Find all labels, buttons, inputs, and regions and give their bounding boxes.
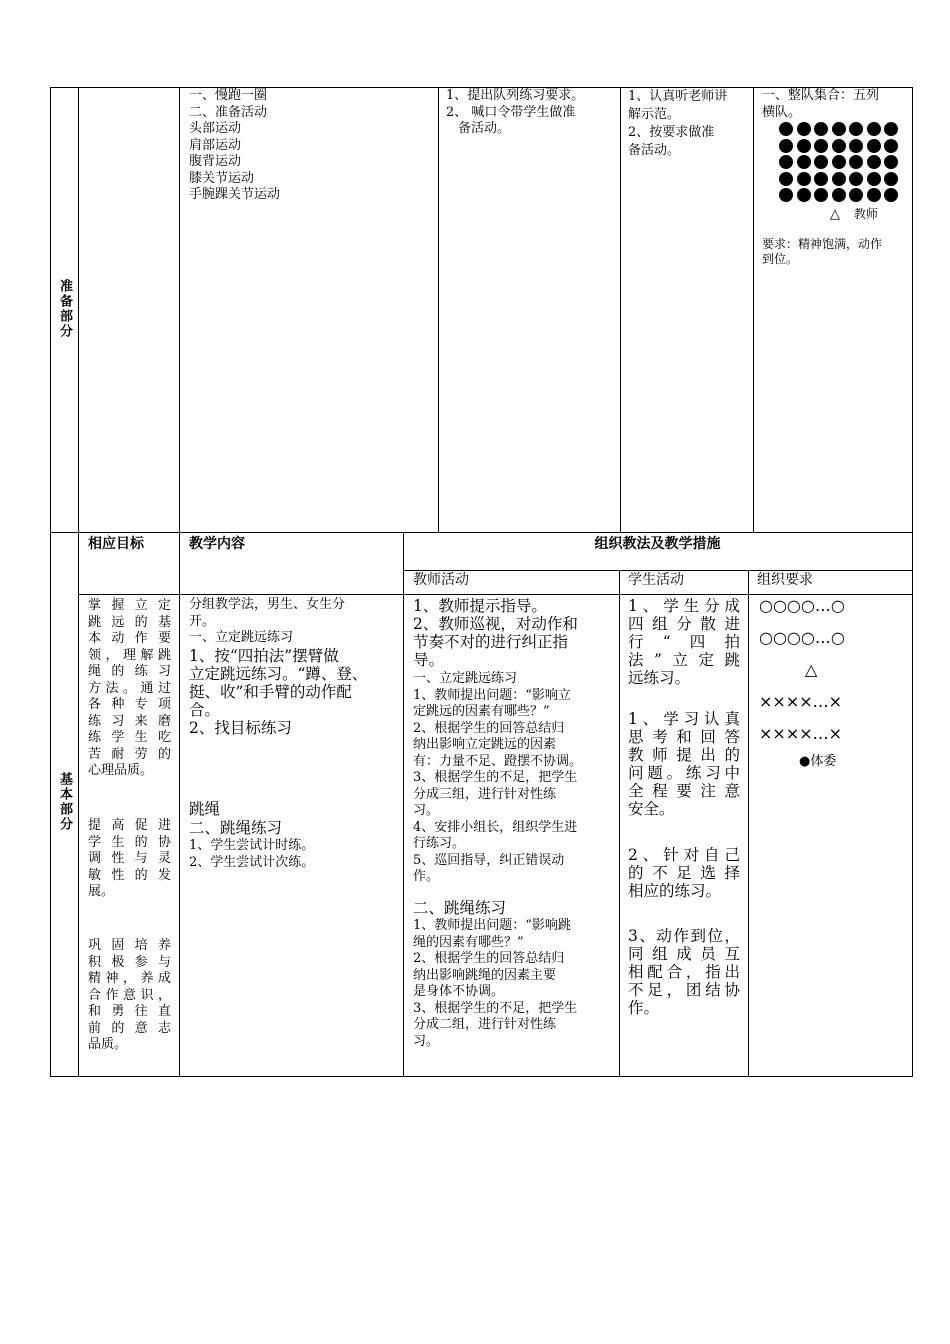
goal-line: 展。 xyxy=(88,884,115,899)
student-row-circles: ○○○○…○ xyxy=(759,596,845,615)
teacher-line: 行练习。 xyxy=(413,836,466,851)
student-line: 的不足选择 xyxy=(628,864,740,882)
content-line: 开。 xyxy=(189,613,216,629)
goal-line: 精神，养成 xyxy=(88,971,171,986)
teacher-line: 3、根据学生的不足，把学生 xyxy=(413,770,578,785)
student-dot xyxy=(797,155,811,169)
student-dot xyxy=(884,172,898,186)
student-dot xyxy=(884,155,898,169)
student-dot xyxy=(779,139,793,153)
goal-line: 方法。通过 xyxy=(88,680,171,696)
prep-section-label: 准备部分 xyxy=(57,279,72,339)
student-dot xyxy=(884,122,898,136)
teacher-label: 教师 xyxy=(853,207,878,221)
student-line: 法”立定跳 xyxy=(628,651,740,669)
student-line: 四组分散进 xyxy=(628,615,740,633)
goal-line: 巩固培养 xyxy=(88,938,171,953)
goal-line: 领，理解跳 xyxy=(88,647,171,663)
header-org-requirement: 组织要求 xyxy=(757,572,813,588)
prep-org-line: 横队。 xyxy=(762,104,802,120)
student-line: 教师提出的 xyxy=(628,746,740,764)
student-line: 3、动作到位， xyxy=(628,927,740,945)
basic-content-intro xyxy=(189,597,345,647)
goal-line: 跳远的基 xyxy=(88,614,171,630)
content-line: 二、跳绳练习 xyxy=(189,819,283,837)
student-row-crosses: ××××…× xyxy=(759,692,843,711)
teacher-triangle-icon: △ xyxy=(830,207,840,222)
student-dot xyxy=(814,139,828,153)
basic-section-label: 基本部分 xyxy=(57,772,72,832)
goal-line: 积极参与 xyxy=(88,954,171,970)
prep-student-line: 1、认真听老师讲 xyxy=(628,89,728,104)
goal-line: 和勇往直 xyxy=(88,1004,171,1019)
student-dot xyxy=(814,122,828,136)
student-line: 2、针对自己 xyxy=(628,846,740,864)
student-line: 思考和回答 xyxy=(628,728,740,746)
student-dot xyxy=(832,188,846,202)
basic-teacher-rope-title xyxy=(413,899,506,917)
student-line: 1、学生分成 xyxy=(628,597,740,615)
goal-line: 掌握立定 xyxy=(88,598,171,613)
student-line: 同组成员互 xyxy=(628,945,740,963)
basic-content-jump xyxy=(189,647,367,737)
student-dot xyxy=(867,139,881,153)
student-dot xyxy=(779,188,793,202)
header-content: 教学内容 xyxy=(189,536,245,552)
prep-content-line: 二、准备活动 xyxy=(189,104,268,120)
goal-line: 敏性的发 xyxy=(88,867,171,883)
student-dot xyxy=(849,188,863,202)
basic-student-1 xyxy=(628,597,740,687)
prep-teacher-activity xyxy=(446,88,584,138)
teacher-line: 二、跳绳练习 xyxy=(413,899,507,917)
student-dot xyxy=(797,122,811,136)
content-line: 合。 xyxy=(189,701,221,719)
basic-goal-3 xyxy=(88,938,171,1054)
content-line: 1、按“四拍法”摆臂做 xyxy=(189,647,339,665)
basic-student-4 xyxy=(628,927,740,1017)
teacher-line: 绳的因素有哪些？” xyxy=(413,934,524,950)
teacher-line: 定跳远的因素有哪些？” xyxy=(413,704,550,719)
student-dot xyxy=(884,188,898,202)
prep-student-line: 解示范。 xyxy=(628,107,681,122)
student-dot xyxy=(867,122,881,136)
prep-teacher-line: 2、 喊口令带学生做准 xyxy=(446,104,576,120)
student-dot xyxy=(797,172,811,186)
prep-teacher-line: 备活动。 xyxy=(458,121,511,136)
teacher-line: 分成二组，进行针对性练 xyxy=(413,1017,557,1032)
student-dot xyxy=(797,139,811,153)
teacher-line: 4、安排小组长，组织学生进 xyxy=(413,819,578,835)
student-row-crosses: ××××…× xyxy=(759,724,843,743)
goal-line: 本动作要 xyxy=(88,631,171,646)
student-line: 1、学习认真 xyxy=(628,710,740,728)
basic-content-rope-section xyxy=(189,819,282,837)
student-dot xyxy=(849,139,863,153)
teacher-line: 1、教师提出问题：“影响立 xyxy=(413,687,571,703)
prep-org-title xyxy=(762,88,879,121)
teacher-line: 5、巡回指导，纠正错误动 xyxy=(413,852,565,868)
content-line: 挺、收”和手臂的动作配 xyxy=(189,683,352,701)
prep-student-line: 2、按要求做准 xyxy=(628,125,715,140)
teacher-line: 一、立定跳远练习 xyxy=(413,671,518,686)
student-dot xyxy=(814,155,828,169)
teacher-line: 3、根据学生的不足，把学生 xyxy=(413,1000,578,1016)
teacher-line: 节奏不对的进行纠正指 xyxy=(413,633,569,651)
student-dot xyxy=(867,172,881,186)
goal-line: 前的意志 xyxy=(88,1020,171,1036)
student-dot xyxy=(779,172,793,186)
teacher-line: 纳出影响跳绳的因素主要 xyxy=(413,967,557,983)
prep-content-line: 头部运动 xyxy=(189,121,242,136)
student-line: 问题。练习中 xyxy=(628,764,740,782)
sports-monitor-marker: ●体委 xyxy=(799,754,837,769)
header-methods: 组织教法及教学措施 xyxy=(594,536,721,552)
basic-teacher-guidance xyxy=(413,597,578,669)
teacher-line: 1、教师提出问题：“影响跳 xyxy=(413,918,571,933)
content-line: 1、学生尝试计时练。 xyxy=(189,838,315,853)
prep-teacher-line: 1、提出队列练习要求。 xyxy=(446,88,585,103)
header-teacher-activity: 教师活动 xyxy=(413,572,469,588)
basic-teacher-rope xyxy=(413,918,577,1050)
student-dot xyxy=(814,172,828,186)
basic-student-3 xyxy=(628,846,740,900)
student-line: 作。 xyxy=(628,999,660,1017)
prep-teacher-marker xyxy=(830,206,878,224)
goal-line: 品质。 xyxy=(88,1037,128,1052)
student-line: 行“四拍 xyxy=(628,633,740,651)
prep-content-line: 腹背运动 xyxy=(189,154,242,169)
student-dot xyxy=(832,139,846,153)
student-dot xyxy=(867,188,881,202)
content-line: 立定跳远练习。“蹲、登、 xyxy=(189,665,368,683)
goal-line: 提高促进 xyxy=(88,818,171,833)
org-formation xyxy=(759,596,845,772)
teacher-line: 分成三组，进行针对性练 xyxy=(413,786,557,802)
teacher-line: 纳出影响立定跳远的因素 xyxy=(413,737,557,752)
goal-line: 练学生吃 xyxy=(88,730,171,745)
prep-req-line: 到位。 xyxy=(762,252,799,266)
prep-org-requirement xyxy=(762,237,882,267)
prep-content-line: 一、慢跑一圈 xyxy=(189,88,268,103)
student-dot xyxy=(779,122,793,136)
teacher-line: 习。 xyxy=(413,803,440,818)
goal-line: 各种专项 xyxy=(88,697,171,712)
student-dot xyxy=(797,188,811,202)
student-dot xyxy=(867,155,881,169)
student-line: 相应的练习。 xyxy=(628,882,722,900)
prep-org-line: 一、整队集合：五列 xyxy=(762,88,880,103)
basic-content-rope-items xyxy=(189,838,314,871)
teacher-line: 2、根据学生的回答总结归 xyxy=(413,720,565,736)
student-dot xyxy=(832,122,846,136)
content-line: 分组教学法，男生、女生分 xyxy=(189,597,346,612)
teacher-line: 有：力量不足、蹬摆不协调。 xyxy=(413,753,583,769)
student-dot xyxy=(849,172,863,186)
teacher-line: 习。 xyxy=(413,1033,440,1049)
prep-content-line: 膝关节运动 xyxy=(189,170,255,186)
student-line: 安全。 xyxy=(628,800,675,818)
content-line: 2、找目标练习 xyxy=(189,719,292,737)
basic-content-rope-title xyxy=(189,800,220,818)
goal-line: 练习来磨 xyxy=(88,713,171,729)
basic-student-2 xyxy=(628,710,740,818)
goal-line: 绳的练习 xyxy=(88,664,171,679)
student-dot xyxy=(884,139,898,153)
teacher-triangle-icon: △ xyxy=(805,660,818,679)
student-row-circles: ○○○○…○ xyxy=(759,628,845,647)
student-dot xyxy=(779,155,793,169)
prep-req-line: 要求：精神饱满，动作 xyxy=(762,237,883,251)
prep-content xyxy=(189,88,280,204)
header-goal: 相应目标 xyxy=(88,536,144,552)
student-line: 全程要注意 xyxy=(628,782,740,800)
teacher-line: 作。 xyxy=(413,869,440,884)
teacher-line: 2、教师巡视，对动作和 xyxy=(413,615,578,633)
basic-goal-2 xyxy=(88,818,171,901)
student-line: 不足，团结协 xyxy=(628,981,740,999)
student-dot xyxy=(814,188,828,202)
content-line: 2、学生尝试计次练。 xyxy=(189,854,315,870)
header-student-activity: 学生活动 xyxy=(628,572,684,588)
goal-line: 学生的协 xyxy=(88,834,171,850)
basic-teacher-jump xyxy=(413,671,582,886)
basic-goal-1 xyxy=(88,598,171,780)
goal-line: 调性与灵 xyxy=(88,851,171,866)
teacher-line: 1、教师提示指导。 xyxy=(413,597,547,615)
student-dot xyxy=(832,155,846,169)
prep-formation-diagram xyxy=(779,122,899,202)
teacher-line: 是身体不协调。 xyxy=(413,984,505,999)
student-line: 相配合，指出 xyxy=(628,963,740,981)
teacher-line: 2、根据学生的回答总结归 xyxy=(413,951,565,966)
prep-student-activity xyxy=(628,88,727,160)
student-line: 远练习。 xyxy=(628,669,691,687)
student-dot xyxy=(849,155,863,169)
prep-student-line: 备活动。 xyxy=(628,143,681,158)
content-line: 跳绳 xyxy=(189,800,221,818)
goal-line: 心理品质。 xyxy=(88,763,154,778)
student-dot xyxy=(832,172,846,186)
teacher-line: 导。 xyxy=(413,651,445,669)
prep-content-line: 肩部运动 xyxy=(189,137,242,153)
goal-line: 苦耐劳的 xyxy=(88,746,171,762)
student-dot xyxy=(849,122,863,136)
goal-line: 合作意识， xyxy=(88,987,171,1003)
prep-content-line: 手腕踝关节运动 xyxy=(189,187,281,202)
content-line: 一、立定跳远练习 xyxy=(189,630,294,645)
